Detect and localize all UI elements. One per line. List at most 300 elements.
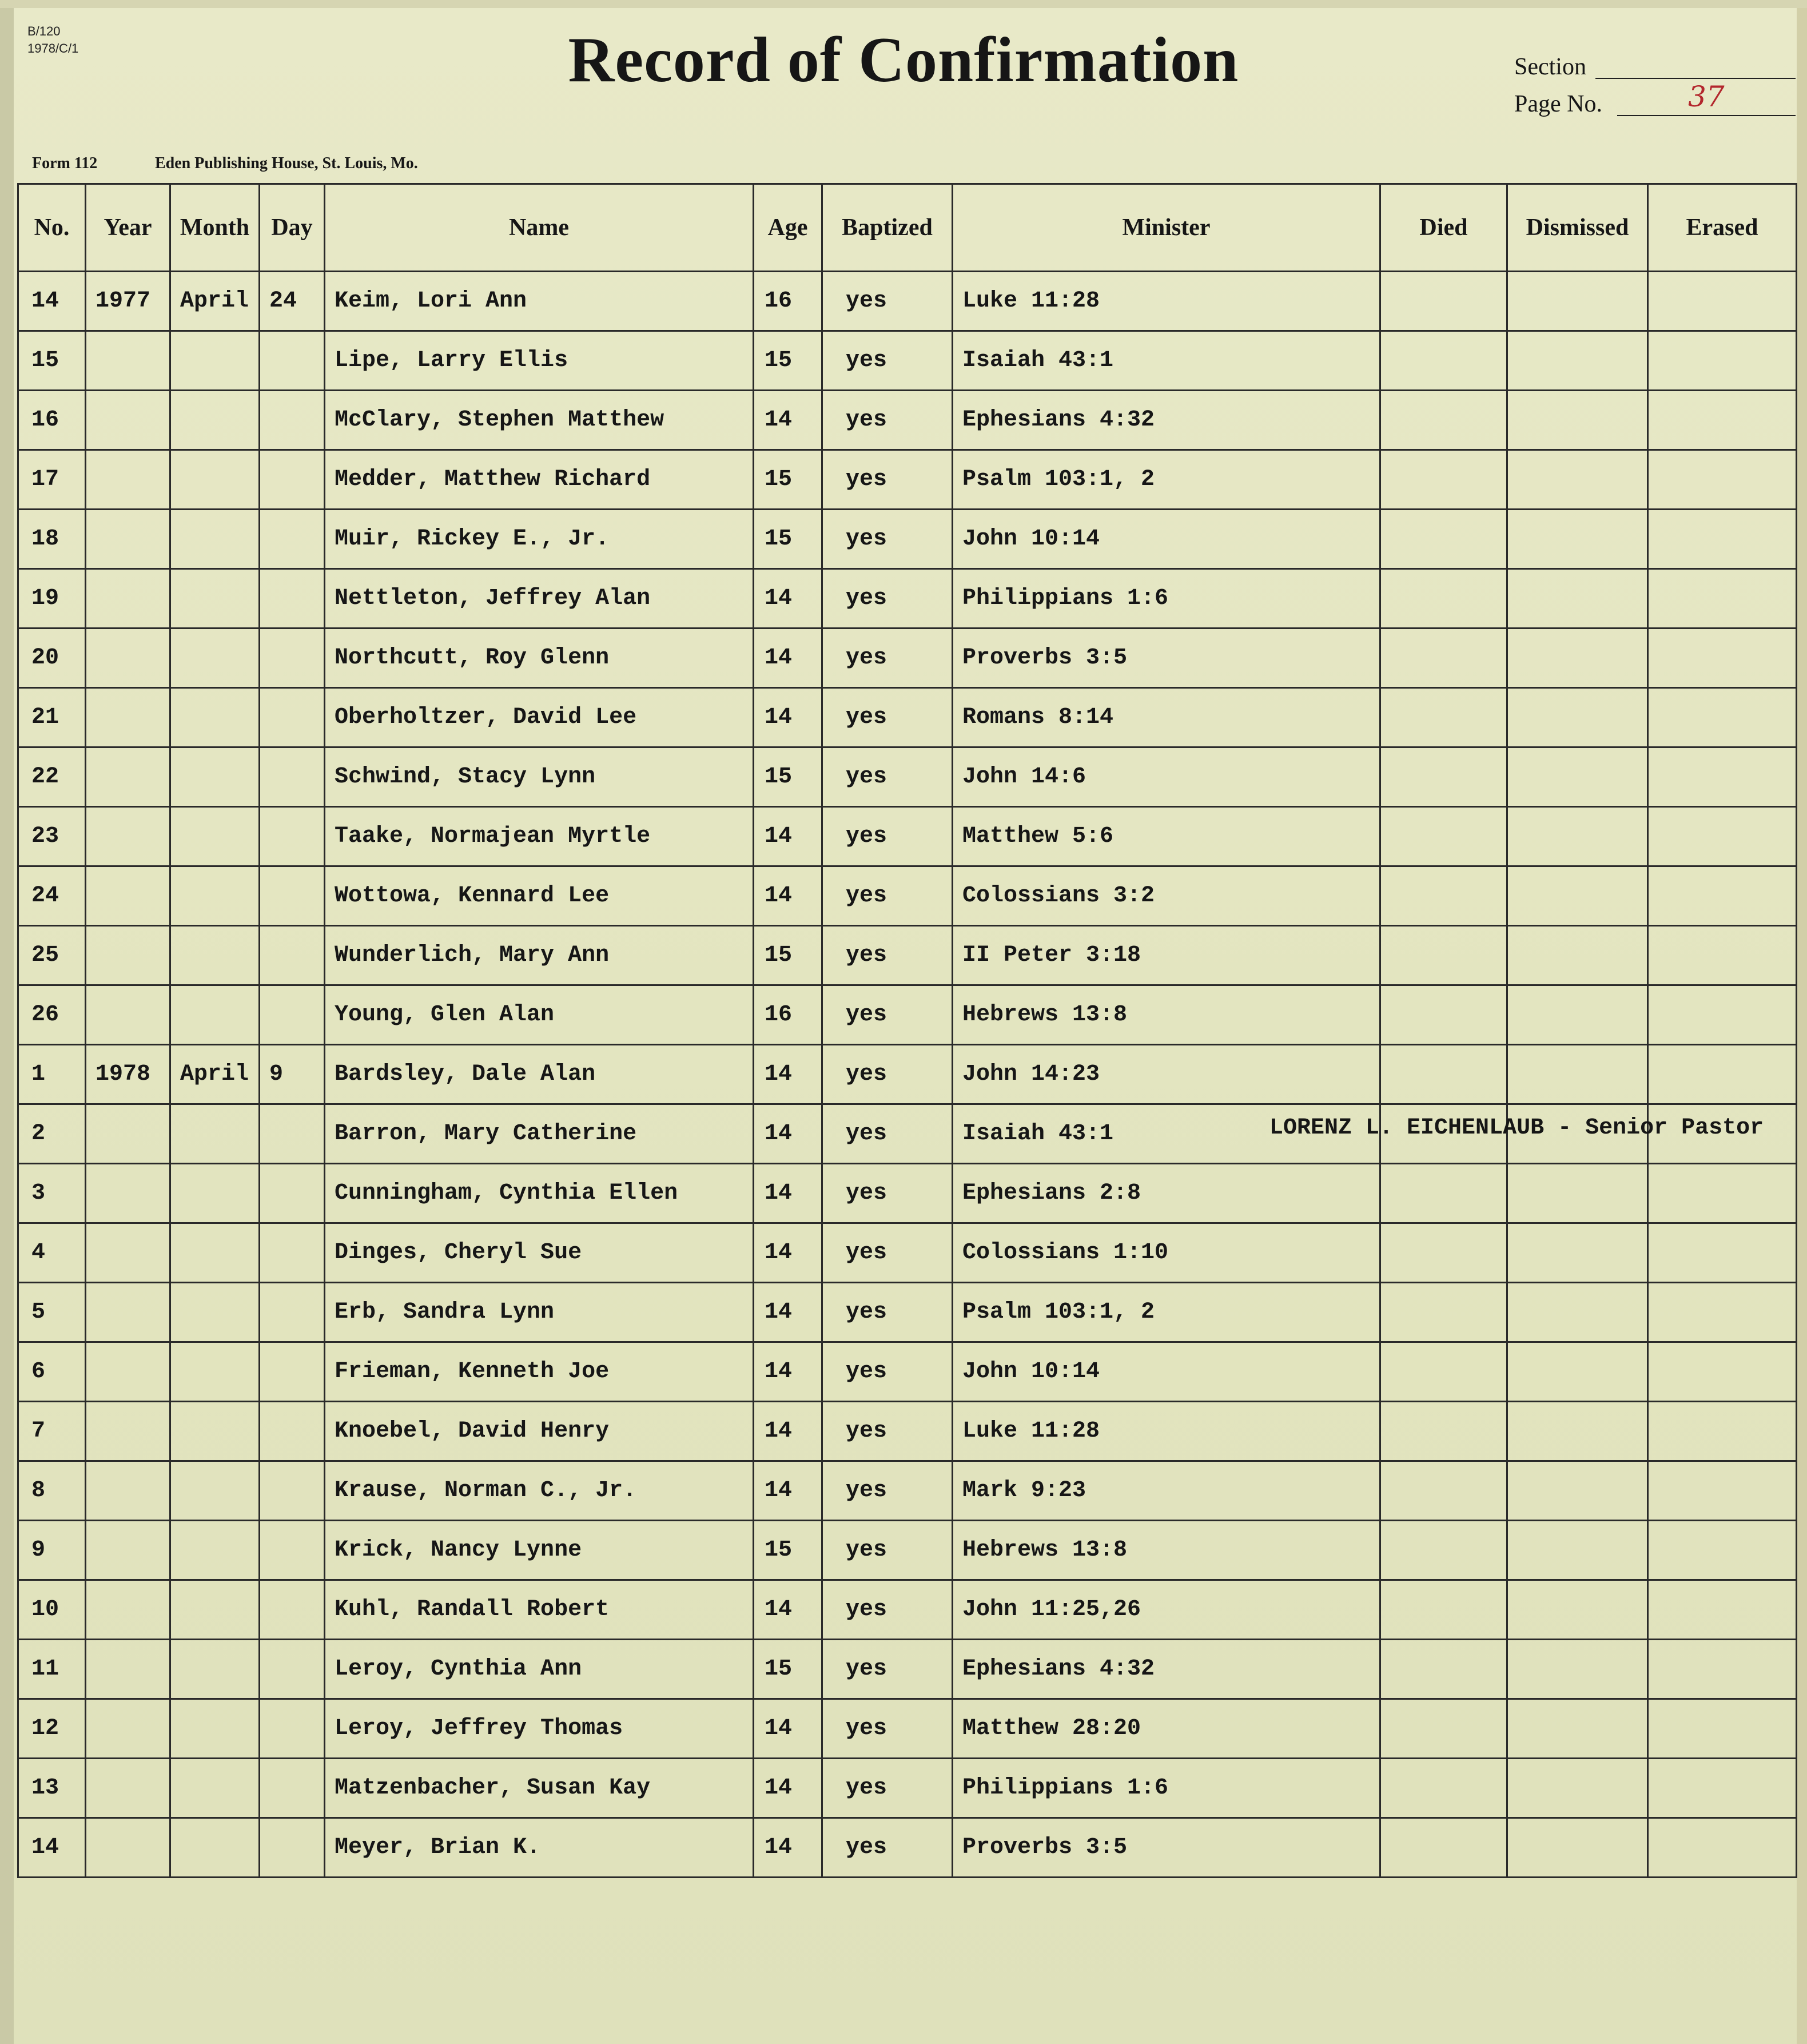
cell-age: 14 (754, 1283, 822, 1342)
cell-day (260, 1223, 325, 1283)
cell-day (260, 1104, 325, 1164)
cell-name: Schwind, Stacy Lynn (325, 747, 754, 807)
cell-year (86, 926, 170, 985)
cell-died (1380, 866, 1507, 926)
cell-dismissed (1507, 866, 1648, 926)
cell-year (86, 1759, 170, 1818)
cell-day (260, 1164, 325, 1223)
cell-day (260, 807, 325, 866)
cell-died (1380, 1342, 1507, 1402)
cell-erased (1648, 272, 1797, 331)
cell-month (170, 629, 260, 688)
cell-name: Matzenbacher, Susan Kay (325, 1759, 754, 1818)
cell-no: 12 (18, 1699, 86, 1759)
cell-died (1380, 1699, 1507, 1759)
cell-died (1380, 569, 1507, 629)
cell-died (1380, 450, 1507, 510)
cell-died (1380, 1580, 1507, 1640)
table-row (18, 1461, 1797, 1521)
cell-age: 14 (754, 1164, 822, 1223)
cell-dismissed (1507, 1818, 1648, 1878)
cell-no: 2 (18, 1104, 86, 1164)
cell-year (86, 391, 170, 450)
cell-baptized: yes (822, 1104, 953, 1164)
cell-erased (1648, 807, 1797, 866)
cell-dismissed (1507, 1045, 1648, 1104)
cell-name: Northcutt, Roy Glenn (325, 629, 754, 688)
cell-baptized: yes (822, 1164, 953, 1223)
cell-erased (1648, 1580, 1797, 1640)
cell-month (170, 1402, 260, 1461)
cell-day (260, 331, 325, 391)
table-row (18, 1759, 1797, 1818)
cell-no: 9 (18, 1521, 86, 1580)
cell-month (170, 510, 260, 569)
cell-erased (1648, 629, 1797, 688)
cell-month (170, 1818, 260, 1878)
table-header-row (18, 184, 1797, 272)
section-field (1514, 53, 1586, 81)
cell-day (260, 1283, 325, 1342)
cell-day (260, 1699, 325, 1759)
cell-erased (1648, 1045, 1797, 1104)
cell-minister: Matthew 5:6 (953, 807, 1380, 866)
column-header-erased: Erased (1648, 184, 1797, 272)
cell-minister: Hebrews 13:8 (953, 1521, 1380, 1580)
cell-age: 14 (754, 1818, 822, 1878)
cell-died (1380, 747, 1507, 807)
cell-baptized: yes (822, 569, 953, 629)
column-header-baptized: Baptized (822, 184, 953, 272)
cell-dismissed (1507, 1699, 1648, 1759)
cell-no: 10 (18, 1580, 86, 1640)
cell-name: Dinges, Cheryl Sue (325, 1223, 754, 1283)
cell-no: 11 (18, 1640, 86, 1699)
cell-name: Nettleton, Jeffrey Alan (325, 569, 754, 629)
cell-dismissed (1507, 510, 1648, 569)
cell-day (260, 1759, 325, 1818)
cell-age: 14 (754, 1342, 822, 1402)
cell-dismissed (1507, 450, 1648, 510)
cell-month (170, 1461, 260, 1521)
cell-dismissed (1507, 1402, 1648, 1461)
cell-year (86, 1223, 170, 1283)
paper-left-edge (0, 0, 14, 2044)
cell-baptized: yes (822, 1461, 953, 1521)
cell-year (86, 1818, 170, 1878)
cell-erased (1648, 866, 1797, 926)
cell-no: 26 (18, 985, 86, 1045)
cell-died (1380, 807, 1507, 866)
cell-age: 14 (754, 629, 822, 688)
cell-no: 18 (18, 510, 86, 569)
table-row (18, 450, 1797, 510)
cell-minister: Mark 9:23 (953, 1461, 1380, 1521)
cell-day (260, 1521, 325, 1580)
cell-year: 1977 (86, 272, 170, 331)
cell-died (1380, 985, 1507, 1045)
form-number: Form 112 (32, 154, 98, 172)
cell-year (86, 1342, 170, 1402)
cell-year (86, 629, 170, 688)
cell-died (1380, 1818, 1507, 1878)
cell-no: 16 (18, 391, 86, 450)
cell-died (1380, 1461, 1507, 1521)
cell-age: 15 (754, 926, 822, 985)
table-row (18, 747, 1797, 807)
cell-dismissed (1507, 688, 1648, 747)
cell-baptized: yes (822, 510, 953, 569)
cell-day (260, 1402, 325, 1461)
cell-name: Leroy, Cynthia Ann (325, 1640, 754, 1699)
cell-no: 1 (18, 1045, 86, 1104)
cell-year (86, 569, 170, 629)
page-number-underline (1617, 115, 1796, 116)
cell-year (86, 510, 170, 569)
cell-dismissed (1507, 391, 1648, 450)
table-row (18, 1223, 1797, 1283)
cell-minister: Ephesians 4:32 (953, 391, 1380, 450)
cell-name: Oberholtzer, David Lee (325, 688, 754, 747)
cell-died (1380, 1759, 1507, 1818)
cell-month: April (170, 272, 260, 331)
cell-year (86, 747, 170, 807)
cell-age: 15 (754, 450, 822, 510)
cell-dismissed (1507, 926, 1648, 985)
cell-no: 20 (18, 629, 86, 688)
cell-year (86, 1283, 170, 1342)
cell-baptized: yes (822, 1640, 953, 1699)
cell-day: 24 (260, 272, 325, 331)
table-row (18, 1640, 1797, 1699)
cell-died (1380, 331, 1507, 391)
cell-baptized: yes (822, 391, 953, 450)
cell-month: April (170, 1045, 260, 1104)
cell-dismissed (1507, 1223, 1648, 1283)
cell-name: Bardsley, Dale Alan (325, 1045, 754, 1104)
table-row (18, 1818, 1797, 1878)
cell-minister: John 14:6 (953, 747, 1380, 807)
cell-age: 14 (754, 569, 822, 629)
cell-age: 16 (754, 272, 822, 331)
cell-age: 14 (754, 866, 822, 926)
cell-minister: Psalm 103:1, 2 (953, 450, 1380, 510)
cell-baptized: yes (822, 926, 953, 985)
cell-month (170, 866, 260, 926)
table-row (18, 1283, 1797, 1342)
cell-age: 14 (754, 1759, 822, 1818)
column-header-minister: Minister (953, 184, 1380, 272)
cell-baptized: yes (822, 1402, 953, 1461)
table-row (18, 629, 1797, 688)
cell-year (86, 1640, 170, 1699)
cell-day (260, 1580, 325, 1640)
paper-top-edge (0, 0, 1807, 8)
cell-minister: John 14:23 (953, 1045, 1380, 1104)
cell-dismissed (1507, 629, 1648, 688)
cell-baptized: yes (822, 1759, 953, 1818)
cell-minister: Ephesians 4:32 (953, 1640, 1380, 1699)
page-title: Record of Confirmation (568, 25, 1239, 96)
table-row (18, 1402, 1797, 1461)
cell-month (170, 1342, 260, 1402)
cell-month (170, 1580, 260, 1640)
cell-dismissed (1507, 331, 1648, 391)
cell-died (1380, 1521, 1507, 1580)
cell-baptized: yes (822, 807, 953, 866)
cell-minister: Proverbs 3:5 (953, 1818, 1380, 1878)
cell-age: 14 (754, 1402, 822, 1461)
cell-baptized: yes (822, 1045, 953, 1104)
table-row (18, 1521, 1797, 1580)
cell-erased (1648, 450, 1797, 510)
cell-no: 25 (18, 926, 86, 985)
cell-age: 15 (754, 510, 822, 569)
cell-name: Barron, Mary Catherine (325, 1104, 754, 1164)
cell-erased (1648, 1461, 1797, 1521)
cell-day (260, 450, 325, 510)
cell-year: 1978 (86, 1045, 170, 1104)
publisher: Eden Publishing House, St. Louis, Mo. (155, 154, 418, 172)
cell-minister: Proverbs 3:5 (953, 629, 1380, 688)
cell-year (86, 1402, 170, 1461)
cell-erased (1648, 1521, 1797, 1580)
column-header-month: Month (170, 184, 260, 272)
cell-name: Wunderlich, Mary Ann (325, 926, 754, 985)
cell-minister: Philippians 1:6 (953, 569, 1380, 629)
cell-no: 19 (18, 569, 86, 629)
cell-no: 14 (18, 1818, 86, 1878)
cell-erased (1648, 1283, 1797, 1342)
cell-day (260, 1640, 325, 1699)
table-row (18, 688, 1797, 747)
table-body (18, 272, 1797, 1878)
cell-month (170, 450, 260, 510)
column-header-no: No. (18, 184, 86, 272)
table-row (18, 331, 1797, 391)
cell-month (170, 1640, 260, 1699)
cell-minister: Colossians 1:10 (953, 1223, 1380, 1283)
cell-dismissed (1507, 1164, 1648, 1223)
page-number-field (1514, 90, 1602, 118)
cell-baptized: yes (822, 688, 953, 747)
archive-ref-line-2: 1978/C/1 (27, 41, 79, 55)
column-header-name: Name (325, 184, 754, 272)
cell-no: 21 (18, 688, 86, 747)
cell-died (1380, 272, 1507, 331)
cell-no: 5 (18, 1283, 86, 1342)
cell-name: Lipe, Larry Ellis (325, 331, 754, 391)
cell-year (86, 688, 170, 747)
confirmation-table (17, 183, 1797, 1878)
cell-no: 17 (18, 450, 86, 510)
cell-dismissed (1507, 747, 1648, 807)
cell-erased (1648, 926, 1797, 985)
table-row (18, 1342, 1797, 1402)
cell-no: 7 (18, 1402, 86, 1461)
cell-baptized: yes (822, 985, 953, 1045)
cell-no: 22 (18, 747, 86, 807)
cell-name: Wottowa, Kennard Lee (325, 866, 754, 926)
cell-age: 14 (754, 807, 822, 866)
cell-erased (1648, 747, 1797, 807)
cell-baptized: yes (822, 1818, 953, 1878)
cell-erased (1648, 331, 1797, 391)
cell-died (1380, 926, 1507, 985)
cell-day (260, 1461, 325, 1521)
cell-minister: Isaiah 43:1 (953, 331, 1380, 391)
cell-month (170, 688, 260, 747)
cell-year (86, 450, 170, 510)
cell-erased (1648, 1402, 1797, 1461)
cell-month (170, 1104, 260, 1164)
cell-year (86, 866, 170, 926)
senior-pastor-note: LORENZ L. EICHENLAUB - Senior Pastor (1269, 1115, 1764, 1141)
cell-dismissed (1507, 1759, 1648, 1818)
cell-name: Meyer, Brian K. (325, 1818, 754, 1878)
cell-day (260, 866, 325, 926)
cell-minister: John 11:25,26 (953, 1580, 1380, 1640)
cell-dismissed (1507, 985, 1648, 1045)
cell-died (1380, 1223, 1507, 1283)
cell-baptized: yes (822, 629, 953, 688)
cell-baptized: yes (822, 1223, 953, 1283)
cell-dismissed (1507, 1342, 1648, 1402)
cell-day (260, 569, 325, 629)
cell-age: 14 (754, 1699, 822, 1759)
section-underline (1595, 78, 1796, 79)
table-row (18, 510, 1797, 569)
page-number-label: Page No. (1514, 91, 1602, 117)
table-row (18, 866, 1797, 926)
column-header-year: Year (86, 184, 170, 272)
cell-minister: Romans 8:14 (953, 688, 1380, 747)
cell-dismissed (1507, 1640, 1648, 1699)
cell-age: 14 (754, 1223, 822, 1283)
page-number-value: 37 (1688, 80, 1725, 113)
cell-month (170, 391, 260, 450)
cell-baptized: yes (822, 450, 953, 510)
cell-erased (1648, 985, 1797, 1045)
cell-day: 9 (260, 1045, 325, 1104)
cell-died (1380, 1640, 1507, 1699)
cell-dismissed (1507, 272, 1648, 331)
cell-minister: Colossians 3:2 (953, 866, 1380, 926)
cell-erased (1648, 1164, 1797, 1223)
column-header-day: Day (260, 184, 325, 272)
cell-age: 15 (754, 747, 822, 807)
cell-age: 15 (754, 1521, 822, 1580)
cell-day (260, 1342, 325, 1402)
cell-dismissed (1507, 1461, 1648, 1521)
cell-baptized: yes (822, 1283, 953, 1342)
cell-name: Muir, Rickey E., Jr. (325, 510, 754, 569)
cell-no: 23 (18, 807, 86, 866)
cell-day (260, 926, 325, 985)
cell-age: 14 (754, 1461, 822, 1521)
cell-minister: Philippians 1:6 (953, 1759, 1380, 1818)
cell-year (86, 331, 170, 391)
table-row (18, 985, 1797, 1045)
cell-day (260, 985, 325, 1045)
column-header-age: Age (754, 184, 822, 272)
cell-name: Keim, Lori Ann (325, 272, 754, 331)
cell-name: Taake, Normajean Myrtle (325, 807, 754, 866)
cell-name: Leroy, Jeffrey Thomas (325, 1699, 754, 1759)
cell-month (170, 1223, 260, 1283)
cell-minister: Luke 11:28 (953, 272, 1380, 331)
cell-minister: Luke 11:28 (953, 1402, 1380, 1461)
cell-day (260, 510, 325, 569)
cell-baptized: yes (822, 1580, 953, 1640)
cell-erased (1648, 1818, 1797, 1878)
cell-year (86, 1104, 170, 1164)
cell-year (86, 1164, 170, 1223)
cell-baptized: yes (822, 1699, 953, 1759)
cell-minister: John 10:14 (953, 510, 1380, 569)
cell-died (1380, 510, 1507, 569)
cell-baptized: yes (822, 272, 953, 331)
cell-age: 14 (754, 1104, 822, 1164)
cell-age: 14 (754, 391, 822, 450)
cell-month (170, 1164, 260, 1223)
cell-minister: Matthew 28:20 (953, 1699, 1380, 1759)
cell-erased (1648, 1223, 1797, 1283)
cell-year (86, 985, 170, 1045)
paper-right-edge (1797, 0, 1807, 2044)
cell-no: 4 (18, 1223, 86, 1283)
cell-baptized: yes (822, 747, 953, 807)
cell-month (170, 926, 260, 985)
cell-erased (1648, 688, 1797, 747)
cell-baptized: yes (822, 1521, 953, 1580)
cell-year (86, 1521, 170, 1580)
cell-baptized: yes (822, 866, 953, 926)
cell-baptized: yes (822, 1342, 953, 1402)
cell-name: Krause, Norman C., Jr. (325, 1461, 754, 1521)
cell-month (170, 1699, 260, 1759)
cell-age: 15 (754, 1640, 822, 1699)
cell-no: 15 (18, 331, 86, 391)
cell-erased (1648, 1759, 1797, 1818)
cell-no: 14 (18, 272, 86, 331)
cell-name: Erb, Sandra Lynn (325, 1283, 754, 1342)
cell-died (1380, 391, 1507, 450)
cell-died (1380, 629, 1507, 688)
cell-no: 24 (18, 866, 86, 926)
column-header-dismissed: Dismissed (1507, 184, 1648, 272)
cell-age: 14 (754, 1045, 822, 1104)
column-header-died: Died (1380, 184, 1507, 272)
cell-day (260, 747, 325, 807)
cell-month (170, 985, 260, 1045)
cell-died (1380, 1402, 1507, 1461)
cell-age: 16 (754, 985, 822, 1045)
cell-baptized: yes (822, 331, 953, 391)
table-row (18, 391, 1797, 450)
cell-minister: II Peter 3:18 (953, 926, 1380, 985)
table-row (18, 1580, 1797, 1640)
cell-month (170, 747, 260, 807)
cell-year (86, 807, 170, 866)
cell-erased (1648, 1342, 1797, 1402)
cell-no: 3 (18, 1164, 86, 1223)
table-row (18, 272, 1797, 331)
cell-name: Kuhl, Randall Robert (325, 1580, 754, 1640)
cell-name: McClary, Stephen Matthew (325, 391, 754, 450)
cell-day (260, 688, 325, 747)
cell-died (1380, 1164, 1507, 1223)
